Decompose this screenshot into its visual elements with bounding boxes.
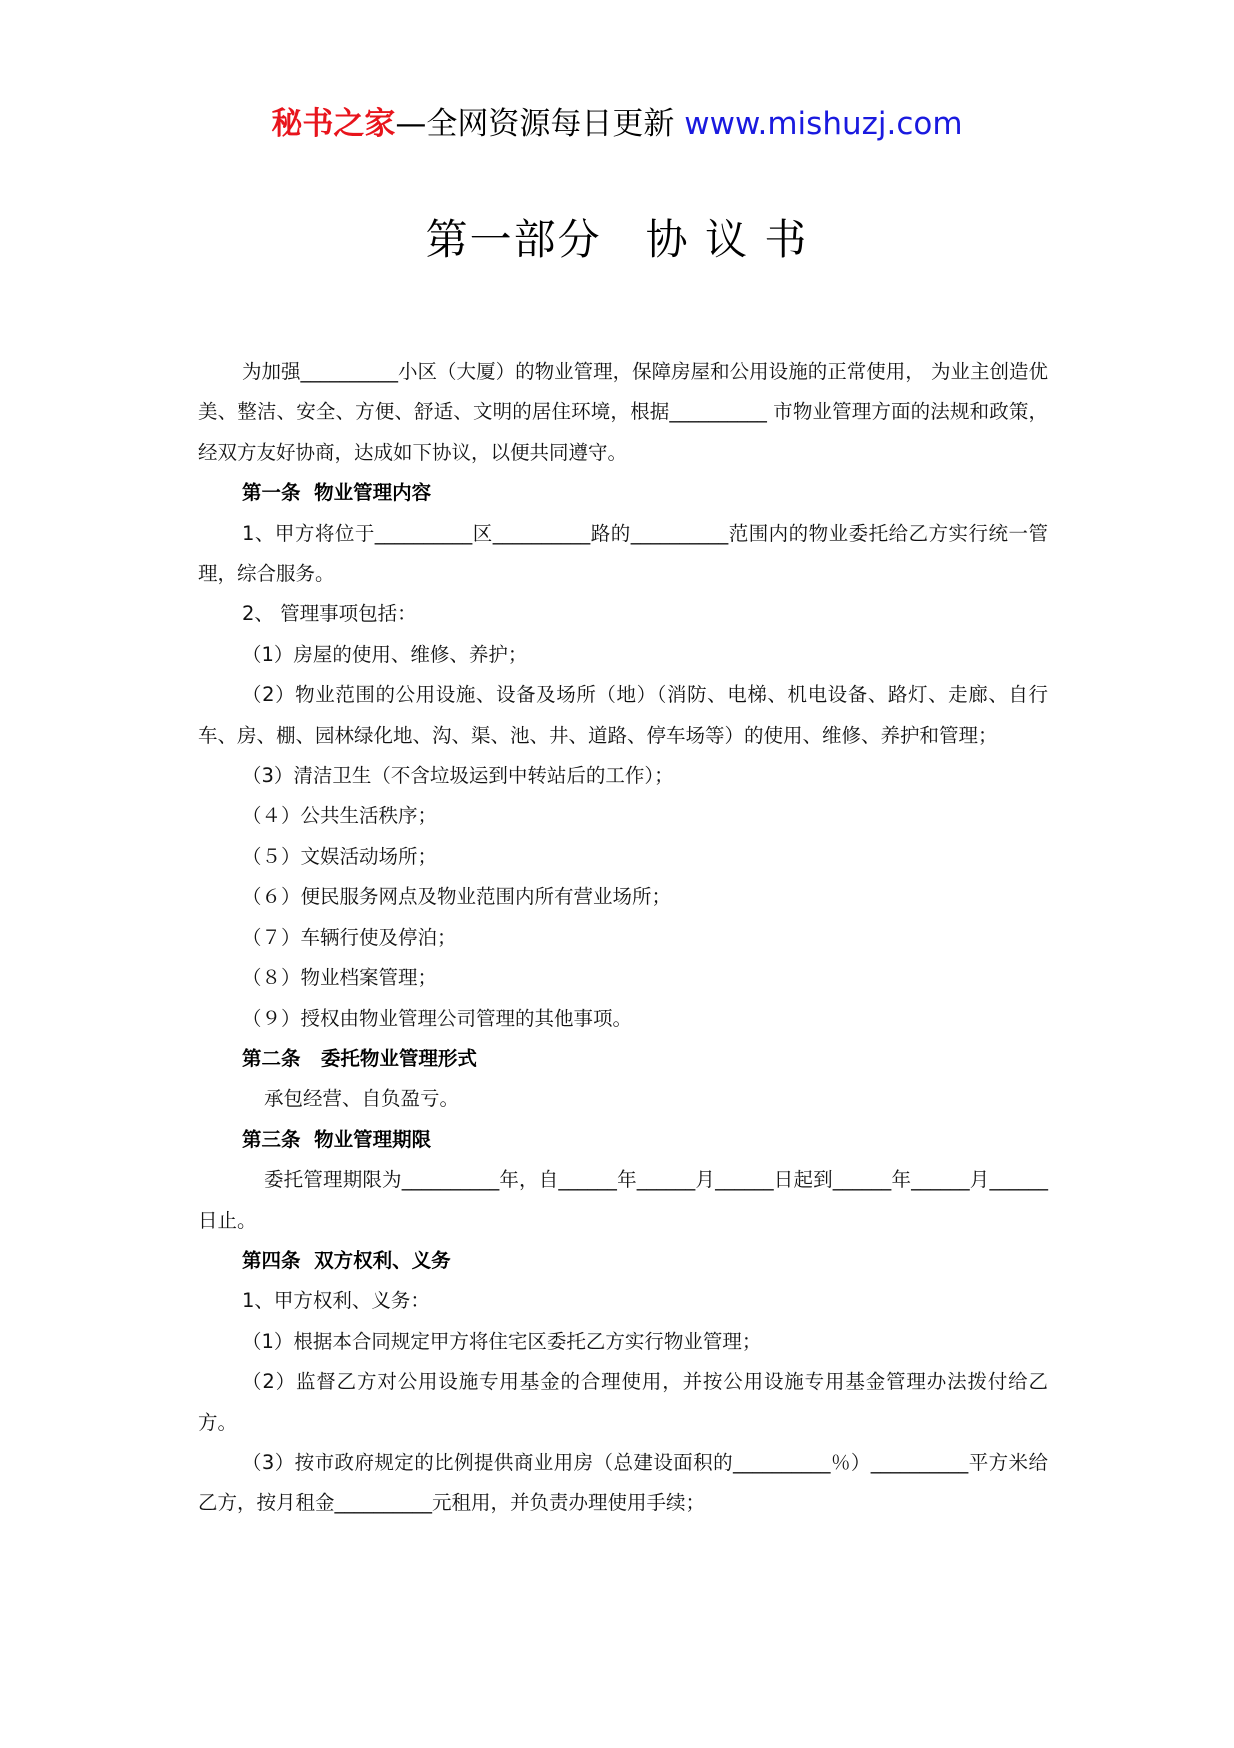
list-item: （3）按市政府规定的比例提供商业用房（总建设面积的__________％）__________平方米给乙方，按月租金__________元租用，并负责办理使用手续； [198, 1450, 1048, 1515]
list-item: （６）便民服务网点及物业范围内所有营业场所； [242, 885, 672, 909]
paragraph: 承包经营、自负盈亏。 [264, 1087, 460, 1111]
paragraph: 2、 管理事项包括： [242, 602, 417, 626]
paragraph: 1、甲方将位于__________区__________路的__________范围内的物业委托给乙方实行统一管理，综合服务。 [198, 521, 1048, 586]
document-title: 第一部分 协 议 书 [425, 215, 809, 264]
list-item: （3）清洁卫生（不含垃圾运到中转站后的工作）； [242, 764, 674, 788]
article-heading: 第二条 委托物业管理形式 [242, 1046, 477, 1070]
list-item: （５）文娱活动场所； [242, 844, 438, 868]
site-url-link[interactable]: www.mishuzj.com [684, 106, 963, 142]
site-header [0, 100, 1234, 148]
list-item: （４）公共生活秩序； [242, 804, 438, 828]
list-item: （９）授权由物业管理公司管理的其他事项。 [242, 1006, 633, 1030]
paragraph: 委托管理期限为__________年，自______年______月______日起到______年______月______日止。 [198, 1168, 1048, 1232]
list-item: （７）车辆行使及停泊； [242, 925, 457, 949]
list-item: （1）根据本合同规定甲方将住宅区委托乙方实行物业管理； [242, 1329, 762, 1353]
brand-name: 秘书之家 [271, 106, 396, 142]
list-item: （2）监督乙方对公用设施专用基金的合理使用，并按公用设施专用基金管理办法拨付给乙方。 [198, 1370, 1048, 1434]
document-body [198, 352, 1048, 1524]
paragraph: 1、甲方权利、义务： [242, 1289, 430, 1313]
list-item: （2）物业范围的公用设施、设备及场所（地）（消防、电梯、机电设备、路灯、走廊、自行车、房、棚、园林绿化地、沟、渠、池、井、道路、停车场等）的使用、维修、养护和管理； [198, 683, 1048, 747]
list-item: （1）房屋的使用、维修、养护； [242, 642, 528, 666]
header-tagline: —全网资源每日更新 [395, 106, 685, 142]
list-item: （８）物业档案管理； [242, 966, 438, 990]
article-heading: 第三条 物业管理期限 [242, 1127, 432, 1151]
article-heading: 第四条 双方权利、义务 [242, 1248, 451, 1272]
article-heading: 第一条 物业管理内容 [242, 481, 432, 505]
intro-paragraph: 为加强__________小区（大厦）的物业管理，保障房屋和公用设施的正常使用， 为业主创造优美、整洁、安全、方便、舒适、文明的居住环境，根据__________ 市物业管理方面的法规和政策，经双方友好协商，达成如下协议，以便共同遵守。 [198, 360, 1048, 464]
